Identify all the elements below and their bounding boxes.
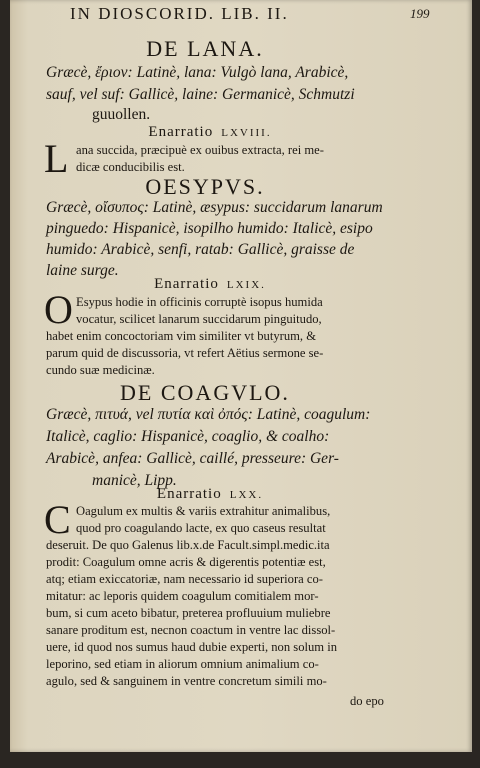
enarratio-number: LXIX. [226, 279, 266, 291]
synonyms-line: sauf, vel suf: Gallicè, laine: Germanicè, Schmutzi [46, 86, 355, 103]
synonyms-line: Græcè, ἔριον: Latinè, lana: Vulgò lana, Arabicè, [46, 64, 349, 81]
text-line: Esypus hodie in officinis corruptè isopus humida [76, 295, 323, 309]
synonyms-line: Arabicè, anfea: Gallicè, caillé, presseure: Ger- [46, 450, 339, 467]
section-title-coagulo: DE COAGVLO. [120, 380, 290, 405]
text-line: quod pro coagulando lacte, ex quo caseus resultat [76, 521, 326, 535]
enarratio-label: Enarratio [156, 486, 222, 502]
catchword: do epo [350, 694, 384, 708]
page-number: 199 [410, 6, 430, 21]
text-line: prodit: Coagulum omne acris & digerentis potentiæ est, [46, 555, 326, 569]
running-head: IN DIOSCORID. LIB. II. [70, 4, 289, 23]
text-line: ana succida, præcipuè ex ouibus extracta, rei me- [76, 143, 324, 157]
text-line: uere, id quod nos sumus haud dubie experti, non solum in [46, 640, 338, 654]
drop-cap: L [44, 136, 69, 181]
synonyms-line: humido: Arabicè, senfi, ratab: Gallicè, graisse de [46, 241, 355, 258]
text-line: habet enim concoctoriam vim similiter vt butyrum, & [46, 329, 317, 343]
drop-cap: O [44, 287, 73, 332]
text-line: parum quid de discussoria, vt refert Aëtius sermone se- [46, 346, 324, 360]
synonyms-line: laine surge. [46, 262, 119, 279]
text-line: Oagulum ex multis & variis extrahitur animalibus, [76, 504, 331, 518]
drop-cap: C [44, 497, 71, 542]
text-line: leporino, sed etiam in aliorum omnium animalium co- [46, 657, 319, 671]
text-line: dicæ conducibilis est. [76, 160, 185, 174]
text-line: cundo suæ medicinæ. [46, 363, 155, 377]
enarratio-heading [10, 124, 410, 141]
enarratio-label: Enarratio [154, 276, 219, 292]
synonyms-line: pinguedo: Hispanicè, isopilho humido: Italicè, esipo [46, 220, 373, 237]
enarratio-number: LXX. [229, 489, 264, 501]
synonyms-line: manicè, Lipp. [92, 472, 177, 489]
text-line: agulo, sed & sanguinem in ventre concretum simili mo- [46, 674, 327, 688]
synonyms-line: Græcè, πιτυά, vel πυτία καὶ ὀπός: Latinè, coagulum: [46, 406, 371, 423]
section-title-lana: DE LANA. [146, 36, 264, 61]
book-page [10, 0, 472, 752]
text-line: vocatur, scilicet lanarum succidarum pinguitudo, [76, 312, 322, 326]
text-line: bum, si cum aceto bibatur, preterea profluuium muliebre [46, 606, 331, 620]
synonyms-line: Italicè, caglio: Hispanicè, coaglio, & coalho: [46, 428, 330, 445]
enarratio-label: Enarratio [148, 124, 214, 140]
synonyms-line: Græcè, οἴσυπος: Latinè, æsypus: succidarum lanarum [46, 199, 383, 216]
text-line: sanare proditum est, necnon coactum in ventre lac dissol- [46, 623, 336, 637]
section-title-oesypus: OESYPVS. [145, 174, 265, 199]
synonyms-line: guuollen. [92, 106, 151, 123]
text-line: mitatur: ac leporis quidem coagulum comitialem mor- [46, 589, 319, 603]
text-line: deseruit. De quo Galenus lib.x.de Facult.simpl.medic.ita [46, 538, 330, 552]
enarratio-number: LXVIII. [221, 127, 272, 139]
text-line: atq; etiam exiccatoriæ, nam necessario id superiora co- [46, 572, 323, 586]
